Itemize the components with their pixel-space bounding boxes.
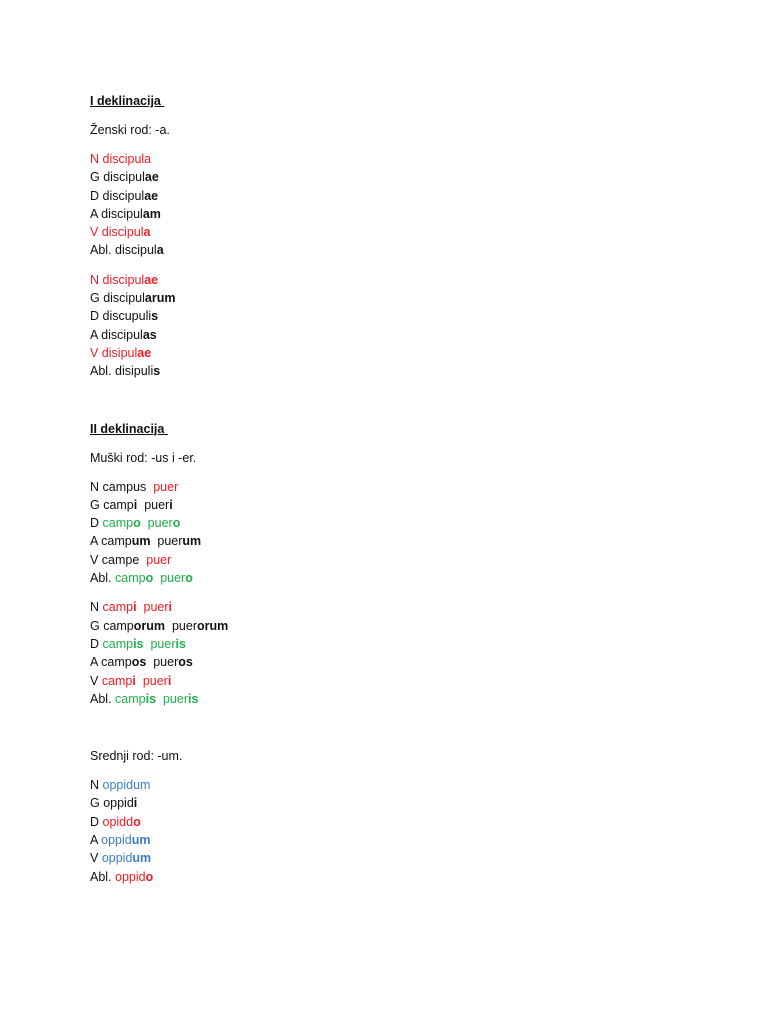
word-text: V disipul — [90, 345, 138, 360]
section-neuter — [90, 747, 690, 886]
word-text: V campe — [90, 552, 147, 567]
word-text: N discipul — [90, 272, 145, 287]
word-text: G discipul — [90, 170, 145, 185]
word-text: A camp — [90, 655, 132, 670]
case-ending: o — [185, 571, 193, 586]
case-ending: is — [133, 636, 144, 651]
word-text: camp — [102, 600, 134, 615]
word-text: V discipul — [90, 225, 144, 240]
case-ending: o — [145, 571, 154, 586]
declension-line — [90, 362, 690, 380]
word-text: D discipul — [90, 188, 145, 203]
word-text: puer — [160, 571, 186, 586]
word-text — [141, 516, 148, 530]
case-ending: i — [168, 600, 173, 615]
word-text: puer — [165, 618, 197, 633]
case-ending: a — [143, 225, 151, 240]
word-text: A discipul — [90, 327, 143, 342]
case-ending: ae — [144, 272, 159, 287]
declension-line — [90, 551, 690, 569]
case-ending: os — [178, 655, 193, 670]
declension-line — [90, 168, 690, 186]
declension-line — [90, 289, 690, 307]
word-text: camp — [102, 516, 134, 531]
case-ending: um — [131, 534, 151, 549]
declension-line — [90, 868, 690, 886]
word-text: puer — [146, 655, 179, 670]
case-ending: i — [169, 497, 173, 512]
word-text: G oppid — [90, 796, 134, 811]
declension-line — [90, 344, 690, 362]
word-text — [136, 674, 143, 688]
case-ending: orum — [196, 618, 229, 633]
case-ending: o — [133, 516, 141, 531]
word-text: puer — [150, 534, 183, 549]
declension-line — [90, 672, 690, 690]
declension-line — [90, 635, 690, 653]
word-text: G camp — [90, 618, 134, 633]
declension-line — [90, 241, 690, 259]
word-text: camp — [101, 673, 133, 688]
declension-line — [90, 326, 690, 344]
word-text: oppid — [115, 869, 146, 884]
word-text: puer — [143, 600, 169, 615]
section-subtitle: Srednji rod: -um. — [90, 749, 183, 764]
case-ending: s — [151, 309, 159, 324]
case-ending: um — [182, 534, 202, 549]
declension-line — [90, 478, 690, 496]
case-ending: ae — [137, 345, 152, 360]
section-heading: I deklinacija — [90, 94, 165, 108]
case-ending: o — [133, 814, 141, 829]
section-heading: II deklinacija — [90, 421, 168, 436]
declension-line — [90, 813, 690, 831]
declension-block — [90, 598, 690, 708]
declension-line — [90, 205, 690, 223]
section-second-declension — [90, 420, 690, 709]
word-text: Abl. discipul — [90, 243, 157, 258]
section-subtitle: Muški rod: -us i -er. — [90, 450, 197, 465]
word-text: G camp — [90, 497, 134, 512]
declension-line — [90, 223, 690, 241]
word-text: camp — [115, 691, 146, 706]
word-text: N — [90, 778, 103, 793]
declension-line — [90, 187, 690, 205]
declension-block — [90, 271, 690, 381]
word-text: D discupuli — [90, 309, 152, 324]
case-ending: i — [133, 600, 137, 615]
word-text: puer — [147, 516, 173, 531]
declension-block — [90, 150, 690, 260]
word-text: opidd — [102, 814, 134, 829]
case-ending: is — [175, 636, 186, 651]
declension-line — [90, 150, 690, 168]
word-text: N — [90, 600, 103, 615]
declension-line — [90, 617, 690, 635]
word-text: D — [90, 636, 103, 651]
word-text: camp — [102, 636, 134, 651]
document-content — [90, 92, 690, 886]
word-text: Abl. — [90, 691, 116, 706]
declension-line — [90, 849, 690, 867]
declension-line — [90, 776, 690, 794]
declension-line — [90, 794, 690, 812]
case-ending: orum — [133, 618, 166, 633]
case-ending: um — [132, 851, 152, 866]
declension-block — [90, 776, 690, 886]
section-subtitle: Ženski rod: -a. — [90, 123, 170, 137]
case-ending: ae — [144, 170, 159, 185]
word-text: puer — [146, 552, 172, 567]
word-text: Abl. disipuli — [90, 364, 154, 379]
word-text — [137, 600, 144, 614]
declension-line — [90, 831, 690, 849]
word-text: oppid — [101, 851, 133, 866]
case-ending: is — [188, 691, 199, 706]
word-text: puer — [137, 497, 170, 512]
case-ending: o — [145, 869, 154, 884]
case-ending: is — [145, 691, 157, 706]
word-text: A camp — [90, 534, 132, 549]
case-ending: i — [133, 796, 138, 811]
declension-line — [90, 271, 690, 289]
word-text: D — [90, 814, 103, 829]
word-text: V — [90, 673, 102, 688]
word-text: puer — [162, 691, 189, 706]
declension-line — [90, 690, 690, 708]
word-text: A — [90, 833, 102, 848]
declension-line — [90, 598, 690, 616]
declension-line — [90, 307, 690, 325]
word-text: A discipul — [90, 206, 143, 221]
case-ending: um — [131, 833, 151, 848]
case-ending: a — [156, 243, 164, 258]
word-text: oppidum — [102, 778, 151, 793]
word-text: N campus — [90, 479, 154, 494]
word-text: puer — [150, 636, 176, 651]
declension-line — [90, 532, 690, 550]
word-text: camp — [115, 571, 146, 586]
word-text: puer — [153, 479, 179, 494]
case-ending: i — [132, 673, 136, 688]
declension-line — [90, 496, 690, 514]
case-ending: i — [133, 497, 138, 512]
case-ending: as — [142, 327, 157, 342]
word-text: G discipul — [90, 291, 145, 306]
section-first-declension — [90, 92, 690, 381]
word-text: puer — [142, 673, 168, 688]
case-ending: i — [167, 673, 172, 688]
word-text: V — [90, 851, 102, 866]
word-text: D — [90, 516, 103, 531]
declension-block — [90, 478, 690, 588]
word-text: Abl. — [90, 571, 116, 586]
declension-line — [90, 514, 690, 532]
word-text — [156, 692, 163, 706]
case-ending: o — [172, 516, 181, 531]
declension-line — [90, 653, 690, 671]
word-text: oppid — [101, 833, 132, 848]
case-ending: am — [142, 206, 161, 221]
case-ending: s — [153, 364, 161, 379]
word-text: N discipula — [90, 152, 152, 166]
word-text: Abl. — [90, 869, 116, 884]
declension-line — [90, 569, 690, 587]
case-ending: arum — [144, 291, 176, 306]
case-ending: ae — [144, 188, 159, 203]
case-ending: os — [131, 655, 147, 670]
